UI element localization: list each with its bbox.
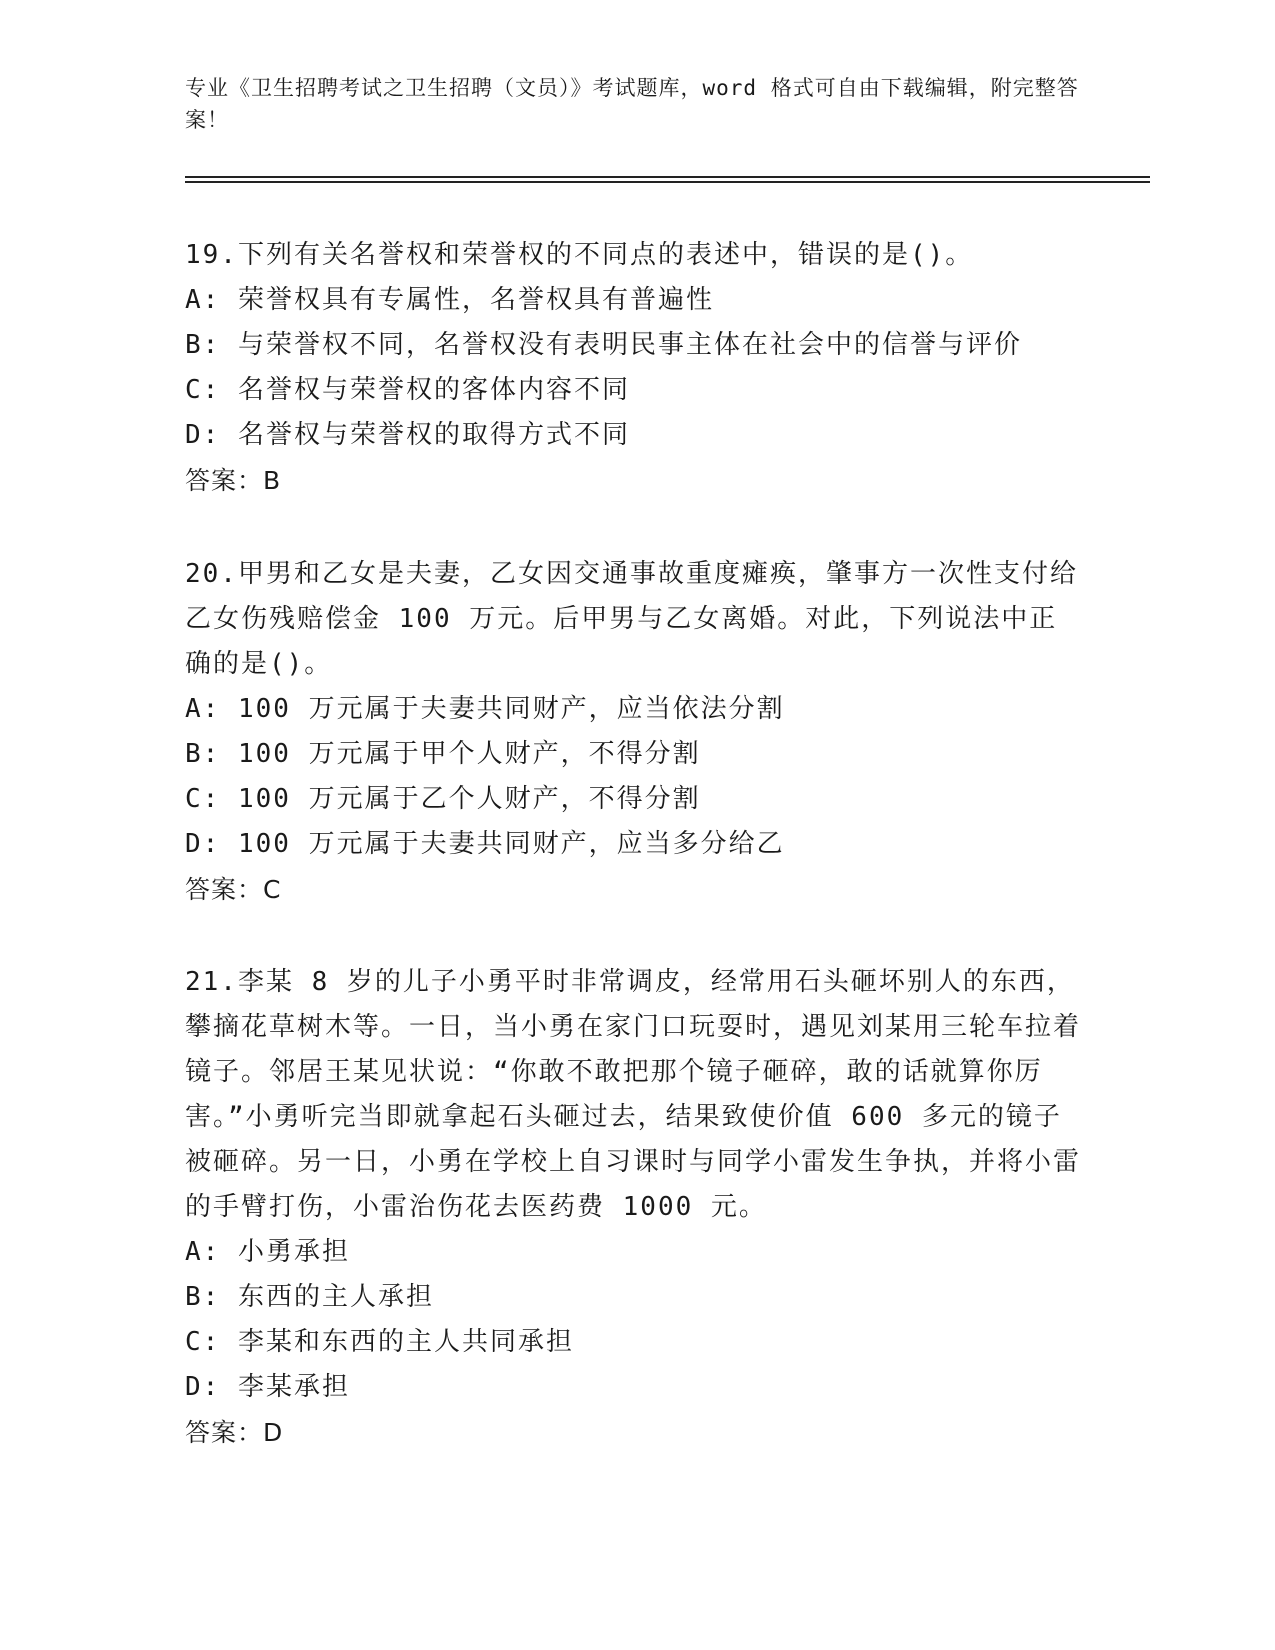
option-d [185,1365,1085,1410]
option-a [185,687,1085,732]
question-stem: 20.甲男和乙女是夫妻，乙女因交通事故重度瘫痪，肇事方一次性支付给乙女伤残赔偿金 100 万元。后甲男与乙女离婚。对此，下列说法中正确的是()。 [185,559,1078,679]
option-letter: A: [185,1237,221,1267]
answer: 答案：D [185,1418,284,1447]
header-divider-top [185,176,1150,178]
option-text: 李某承担 [237,1372,350,1402]
question-20 [185,552,1085,912]
option-text: 100 万元属于甲个人财产，不得分割 [237,739,701,769]
option-letter: A: [185,285,221,315]
option-letter: D: [185,420,221,450]
option-letter: D: [185,1372,221,1402]
option-d [185,413,1085,458]
option-text: 小勇承担 [237,1237,350,1267]
option-letter: B: [185,330,221,360]
answer: 答案：B [185,466,282,495]
document-header: 专业《卫生招聘考试之卫生招聘（文员）》考试题库，word 格式可自由下载编辑，附完整答案！ [185,76,1079,132]
option-b [185,732,1085,777]
option-b [185,323,1085,368]
option-d [185,822,1085,867]
question-stem: 21.李某 8 岁的儿子小勇平时非常调皮，经常用石头砸坏别人的东西，攀摘花草树木等。一日，当小勇在家门口玩耍时，遇见刘某用三轮车拉着镜子。邻居王某见状说：“你敢不敢把那个镜子砸碎，敢的话就算你厉害。”小勇听完当即就拿起石头砸过去，结果致使价值 600 多元的镜子被砸碎。另一日，小勇在学校上自习课时与同学小雷发生争执，并将小雷的手臂打伤，小雷治伤花去医药费 1000 元。 [185,967,1082,1222]
option-letter: B: [185,1282,221,1312]
option-b [185,1275,1085,1320]
option-letter: C: [185,784,221,814]
option-text: 荣誉权具有专属性，名誉权具有普遍性 [237,285,714,315]
option-text: 东西的主人承担 [237,1282,434,1312]
question-19 [185,233,1085,503]
option-text: 名誉权与荣誉权的客体内容不同 [237,375,630,405]
option-text: 李某和东西的主人共同承担 [237,1327,574,1357]
option-text: 100 万元属于夫妻共同财产，应当依法分割 [237,694,785,724]
option-letter: C: [185,1327,221,1357]
question-21 [185,960,1085,1455]
option-a [185,278,1085,323]
option-letter: D: [185,829,221,859]
answer: 答案：C [185,875,282,904]
option-text: 与荣誉权不同，名誉权没有表明民事主体在社会中的信誉与评价 [237,330,1022,360]
header-divider-bottom [185,181,1150,183]
option-text: 100 万元属于乙个人财产，不得分割 [237,784,701,814]
option-c [185,368,1085,413]
question-stem: 19.下列有关名誉权和荣誉权的不同点的表述中，错误的是()。 [185,240,974,270]
option-text: 100 万元属于夫妻共同财产，应当多分给乙 [237,829,785,859]
option-c [185,1320,1085,1365]
option-c [185,777,1085,822]
option-text: 名誉权与荣誉权的取得方式不同 [237,420,630,450]
option-letter: A: [185,694,221,724]
option-a [185,1230,1085,1275]
option-letter: B: [185,739,221,769]
option-letter: C: [185,375,221,405]
